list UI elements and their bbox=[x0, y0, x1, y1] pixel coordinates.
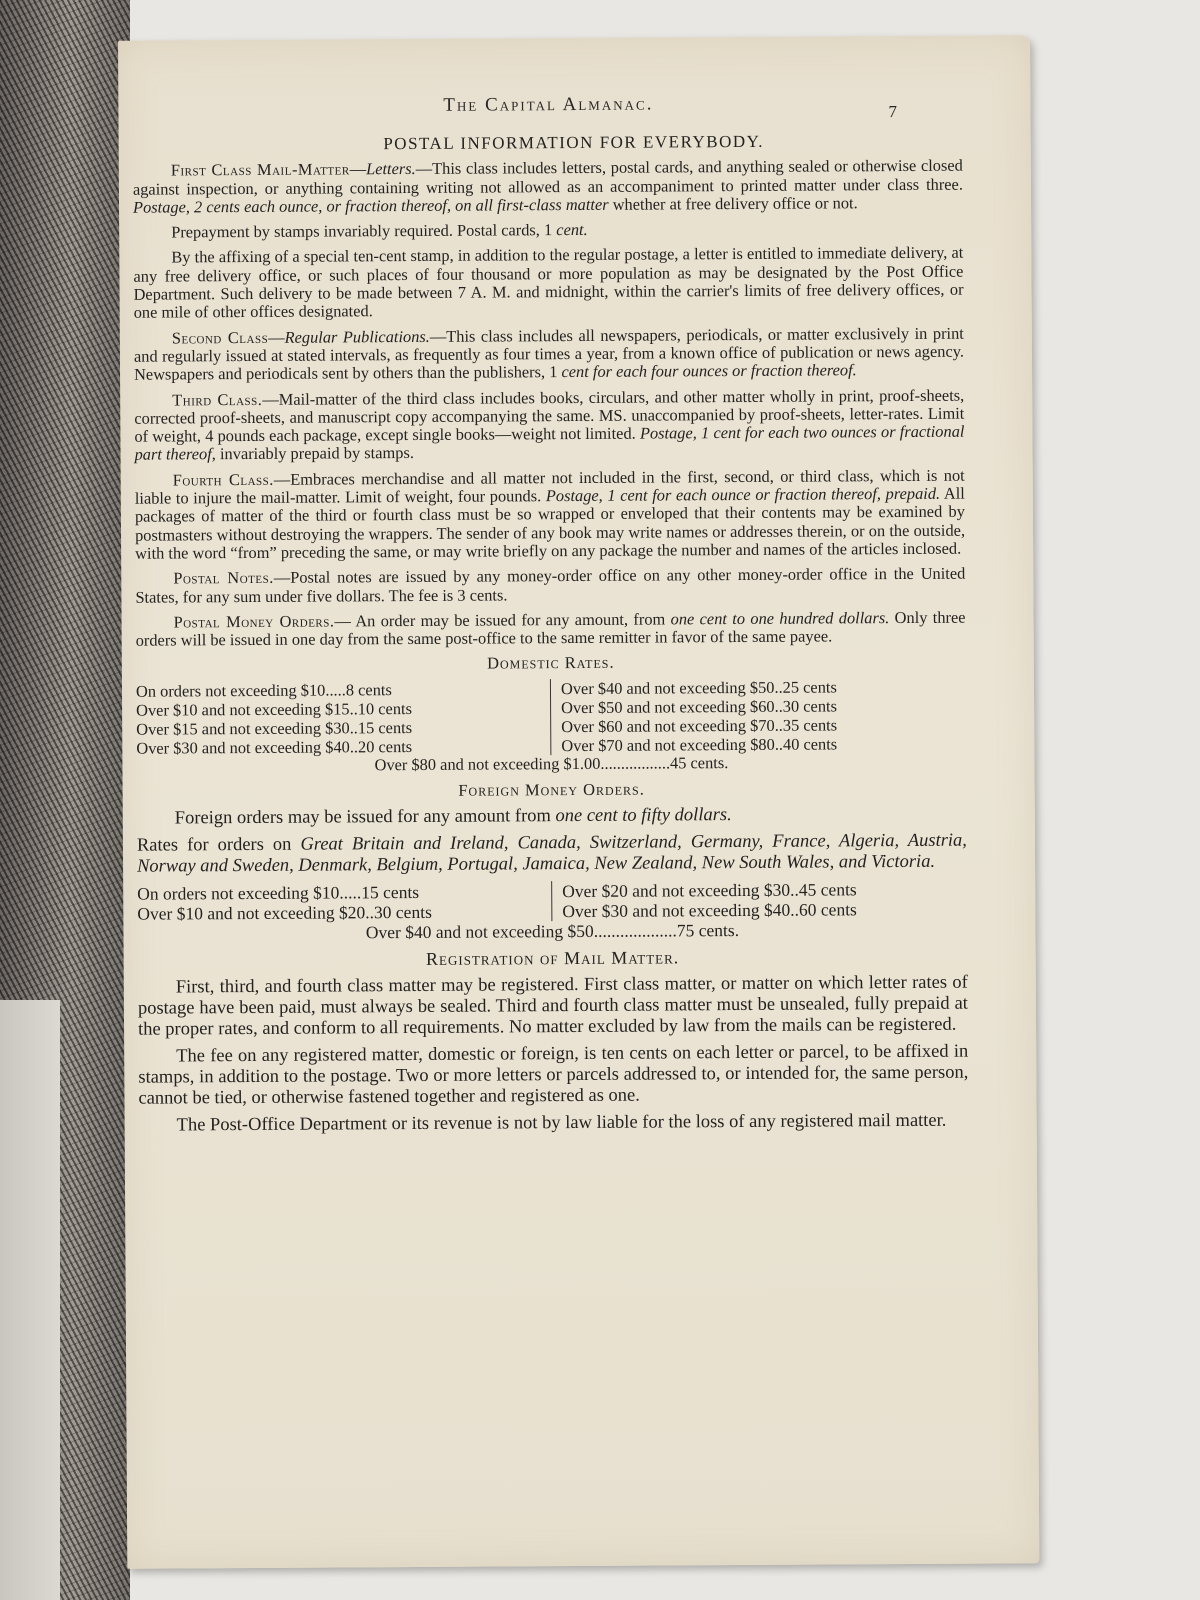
money-orders-paragraph bbox=[136, 608, 966, 650]
prepayment-italic: cent. bbox=[556, 220, 588, 240]
fourth-class-text: —Embraces merchandise and all matter not included in the first, second, or third class, which is not liable to injure the mail-matter. Limit of weight, four pounds. bbox=[134, 465, 965, 508]
special-delivery-paragraph: By the affixing of a special ten-cent stamp, in addition to the regular postage, a letter is entitled to immediate delivery, at any free delivery office, or such places of four thousand or more population as may be designated by the Post Office Department. Such delivery to be made between 7 A. M. and midnight, within the carrier's limits of free delivery offices, or one mile of other offices designated. bbox=[133, 243, 964, 323]
registration-paragraph-3: The Post-Office Department or its revenue is not by law liable for the loss of any registered mail matter. bbox=[176, 1110, 947, 1136]
page-body bbox=[132, 94, 968, 1143]
first-class-paragraph: First Class Mail-Matter—Letters.—This class includes letters, postal cards, and anything sealed or otherwise closed against inspection, or anything containing writing not allowed as an accompaniment to printed matter under class three. Postage, 2 cents each ounce, or fraction thereof, on all first-class matter whether at free delivery office or not. bbox=[132, 155, 963, 217]
domestic-rates-right-column bbox=[551, 676, 966, 755]
foreign-rates-right-column bbox=[552, 879, 967, 922]
prepayment-text: Prepayment by stamps invariably required. Postal cards, 1 bbox=[171, 220, 557, 242]
money-orders-heading: Postal Money Orders. bbox=[173, 611, 335, 632]
second-class-text: —This class includes all newspapers, periodicals, or matter exclusively in print and regularly issued at stated intervals, as frequently as four times a year, from a known office of publication or news agency. Newspapers and periodicals sent by others than the publishers, 1 bbox=[133, 323, 964, 384]
fourth-class-italic: Postage, 1 cent for each ounce or fraction thereof, prepaid. bbox=[545, 483, 941, 506]
second-class-paragraph: Second Class—Regular Publications.—This class includes all newspapers, periodicals, or matter exclusively in print and regularly issued at stated intervals, as frequently as four times a year, from a known office of publication or news agency. Newspapers and periodicals sent by others than the publishers, 1 cent for each four ounces or fraction thereof. bbox=[133, 323, 964, 384]
money-orders-text: — An order may be issued for any amount, from bbox=[334, 609, 671, 631]
rate-row: Over $30 and not exceeding $40..20 cents bbox=[136, 736, 413, 758]
first-class-text: —This class includes letters, postal cards, and anything sealed or otherwise closed against inspection, or anything containing writing not allowed as an accompaniment to printed matter under class three. bbox=[132, 155, 963, 199]
foreign-countries bbox=[137, 831, 967, 878]
domestic-rates-heading: Domestic Rates. bbox=[486, 653, 615, 673]
rate-row: Over $10 and not exceeding $20..30 cents bbox=[137, 901, 432, 924]
rate-row: On orders not exceeding $10.....15 cents bbox=[137, 881, 420, 904]
rate-row: Over $15 and not exceeding $30..15 cents bbox=[136, 717, 413, 739]
foreign-rates-text: Rates for orders on bbox=[136, 834, 301, 856]
fourth-class-text-end: All packages of matter of the third or fourth class must be so wrapped or enveloped that their contents may be examined by postmasters without destroying the wrappers. The sender of any book may write names or addresses therein, or on the outside, with the word “from” preceding the same, or may write briefly on any package the number and names of the articles inclosed. bbox=[134, 483, 966, 563]
first-class-heading: First Class Mail-Matter bbox=[170, 159, 350, 180]
rate-row: Over $60 and not exceeding $70..35 cents bbox=[561, 715, 838, 736]
first-class-text-end: whether at free delivery office or not. bbox=[608, 193, 858, 214]
domestic-rates-table bbox=[136, 676, 966, 757]
foreign-heading: Foreign Money Orders. bbox=[458, 779, 645, 800]
domestic-rates-left-column bbox=[136, 679, 551, 758]
fourth-class-heading: Fourth Class. bbox=[172, 469, 274, 490]
table-surface bbox=[0, 1000, 60, 1600]
foreign-countries-italic: Great Britain and Ireland, Canada, Switzerland, Germany, France, Algeria, Austria, Norway and Sweden, Denmark, Belgium, Portugal, Jamaica, New Zealand, New South Wales, and Victoria. bbox=[136, 830, 967, 877]
rate-row: Over $20 and not exceeding $30..45 cents bbox=[562, 879, 857, 902]
second-class-subheading: Regular Publications. bbox=[284, 326, 430, 347]
money-orders-italic: one cent to one hundred dollars. bbox=[670, 607, 890, 629]
third-class-heading: Third Class. bbox=[172, 389, 263, 410]
registration-heading: Registration of Mail Matter. bbox=[425, 947, 680, 969]
first-class-rate: Postage, 2 cents each ounce, or fraction thereof, on all first-class matter bbox=[132, 194, 609, 217]
prepayment-paragraph bbox=[133, 219, 963, 242]
foreign-intro-italic: one cent to fifty dollars. bbox=[555, 805, 732, 827]
rate-row: Over $10 and not exceeding $15..10 cents bbox=[136, 698, 412, 720]
registration-paragraph-2: The fee on any registered matter, domestic or foreign, is ten cents on each letter or parcel, to be affixed in stamps, in addition to the postage. Two or more letters or parcels addressed to, or intended for, the same person, cannot be tied, or otherwise fastened together and registered as one. bbox=[138, 1041, 969, 1109]
foreign-rates-table bbox=[137, 879, 967, 924]
foreign-rates-left-column bbox=[137, 881, 552, 924]
rate-row: Over $50 and not exceeding $60..30 cents bbox=[561, 696, 837, 717]
rate-row: Over $70 and not exceeding $80..40 cents bbox=[561, 734, 838, 755]
rate-row: Over $40 and not exceeding $50..25 cents bbox=[560, 677, 837, 698]
second-class-italic: cent for each four ounces or fraction thereof. bbox=[561, 360, 857, 382]
foreign-rates-last-row: Over $40 and not exceeding $50...................75 cents. bbox=[365, 920, 740, 943]
postal-notes-heading: Postal Notes. bbox=[173, 568, 274, 588]
postal-notes-text: —Postal notes are issued by any money-order office on any other money-order office in the United States, for any sum under five dollars. The fee is 3 cents. bbox=[135, 563, 966, 607]
rate-row: On orders not exceeding $10.....8 cents bbox=[135, 679, 392, 701]
rate-row: Over $30 and not exceeding $40..60 cents bbox=[562, 899, 857, 922]
money-orders-text-end: Only three orders will be issued in one day from the same post-office to the same remitter in favor of the same payee. bbox=[135, 607, 966, 650]
postal-notes-paragraph bbox=[135, 565, 965, 607]
first-class-subheading: Letters. bbox=[366, 159, 416, 179]
foreign-section bbox=[137, 777, 969, 1137]
third-class-text-end: invariably prepaid by stamps. bbox=[215, 443, 414, 464]
page-number: 7 bbox=[888, 102, 898, 122]
third-class-text: —Mail-matter of the third class includes books, circulars, and other matter wholly in print, proof-sheets, corrected proof-sheets, and manuscript copy accompanying the same. MS. unaccompanied by proof-sheets, letter-rates. Limit of weight, 4 pounds each package, except single books—weight not limited. bbox=[134, 385, 965, 446]
fourth-class-paragraph bbox=[135, 466, 966, 563]
second-class-heading: Second Class bbox=[171, 327, 269, 348]
foreign-intro-text: Foreign orders may be issued for any amount from bbox=[174, 806, 556, 829]
registration-paragraph-1: First, third, and fourth class matter may be registered. First class matter, or matter on which letter rates of postage have been paid, must always be sealed. Third and fourth class matter must be unsealed, fully prepaid at the proper rates, and conform to all requirements. No matter excluded by law from the mails can be registered. bbox=[137, 972, 968, 1040]
page-title: POSTAL INFORMATION FOR EVERYBODY. bbox=[383, 131, 765, 154]
domestic-rates-last-row: Over $80 and not exceeding $1.00.................45 cents. bbox=[374, 752, 729, 774]
almanac-page bbox=[118, 35, 1039, 1569]
third-class-paragraph bbox=[134, 386, 964, 464]
third-class-italic: Postage, 1 cent for each two ounces or fractional part thereof, bbox=[134, 421, 965, 465]
foreign-intro bbox=[137, 804, 967, 830]
running-title: The Capital Almanac. bbox=[443, 93, 654, 116]
